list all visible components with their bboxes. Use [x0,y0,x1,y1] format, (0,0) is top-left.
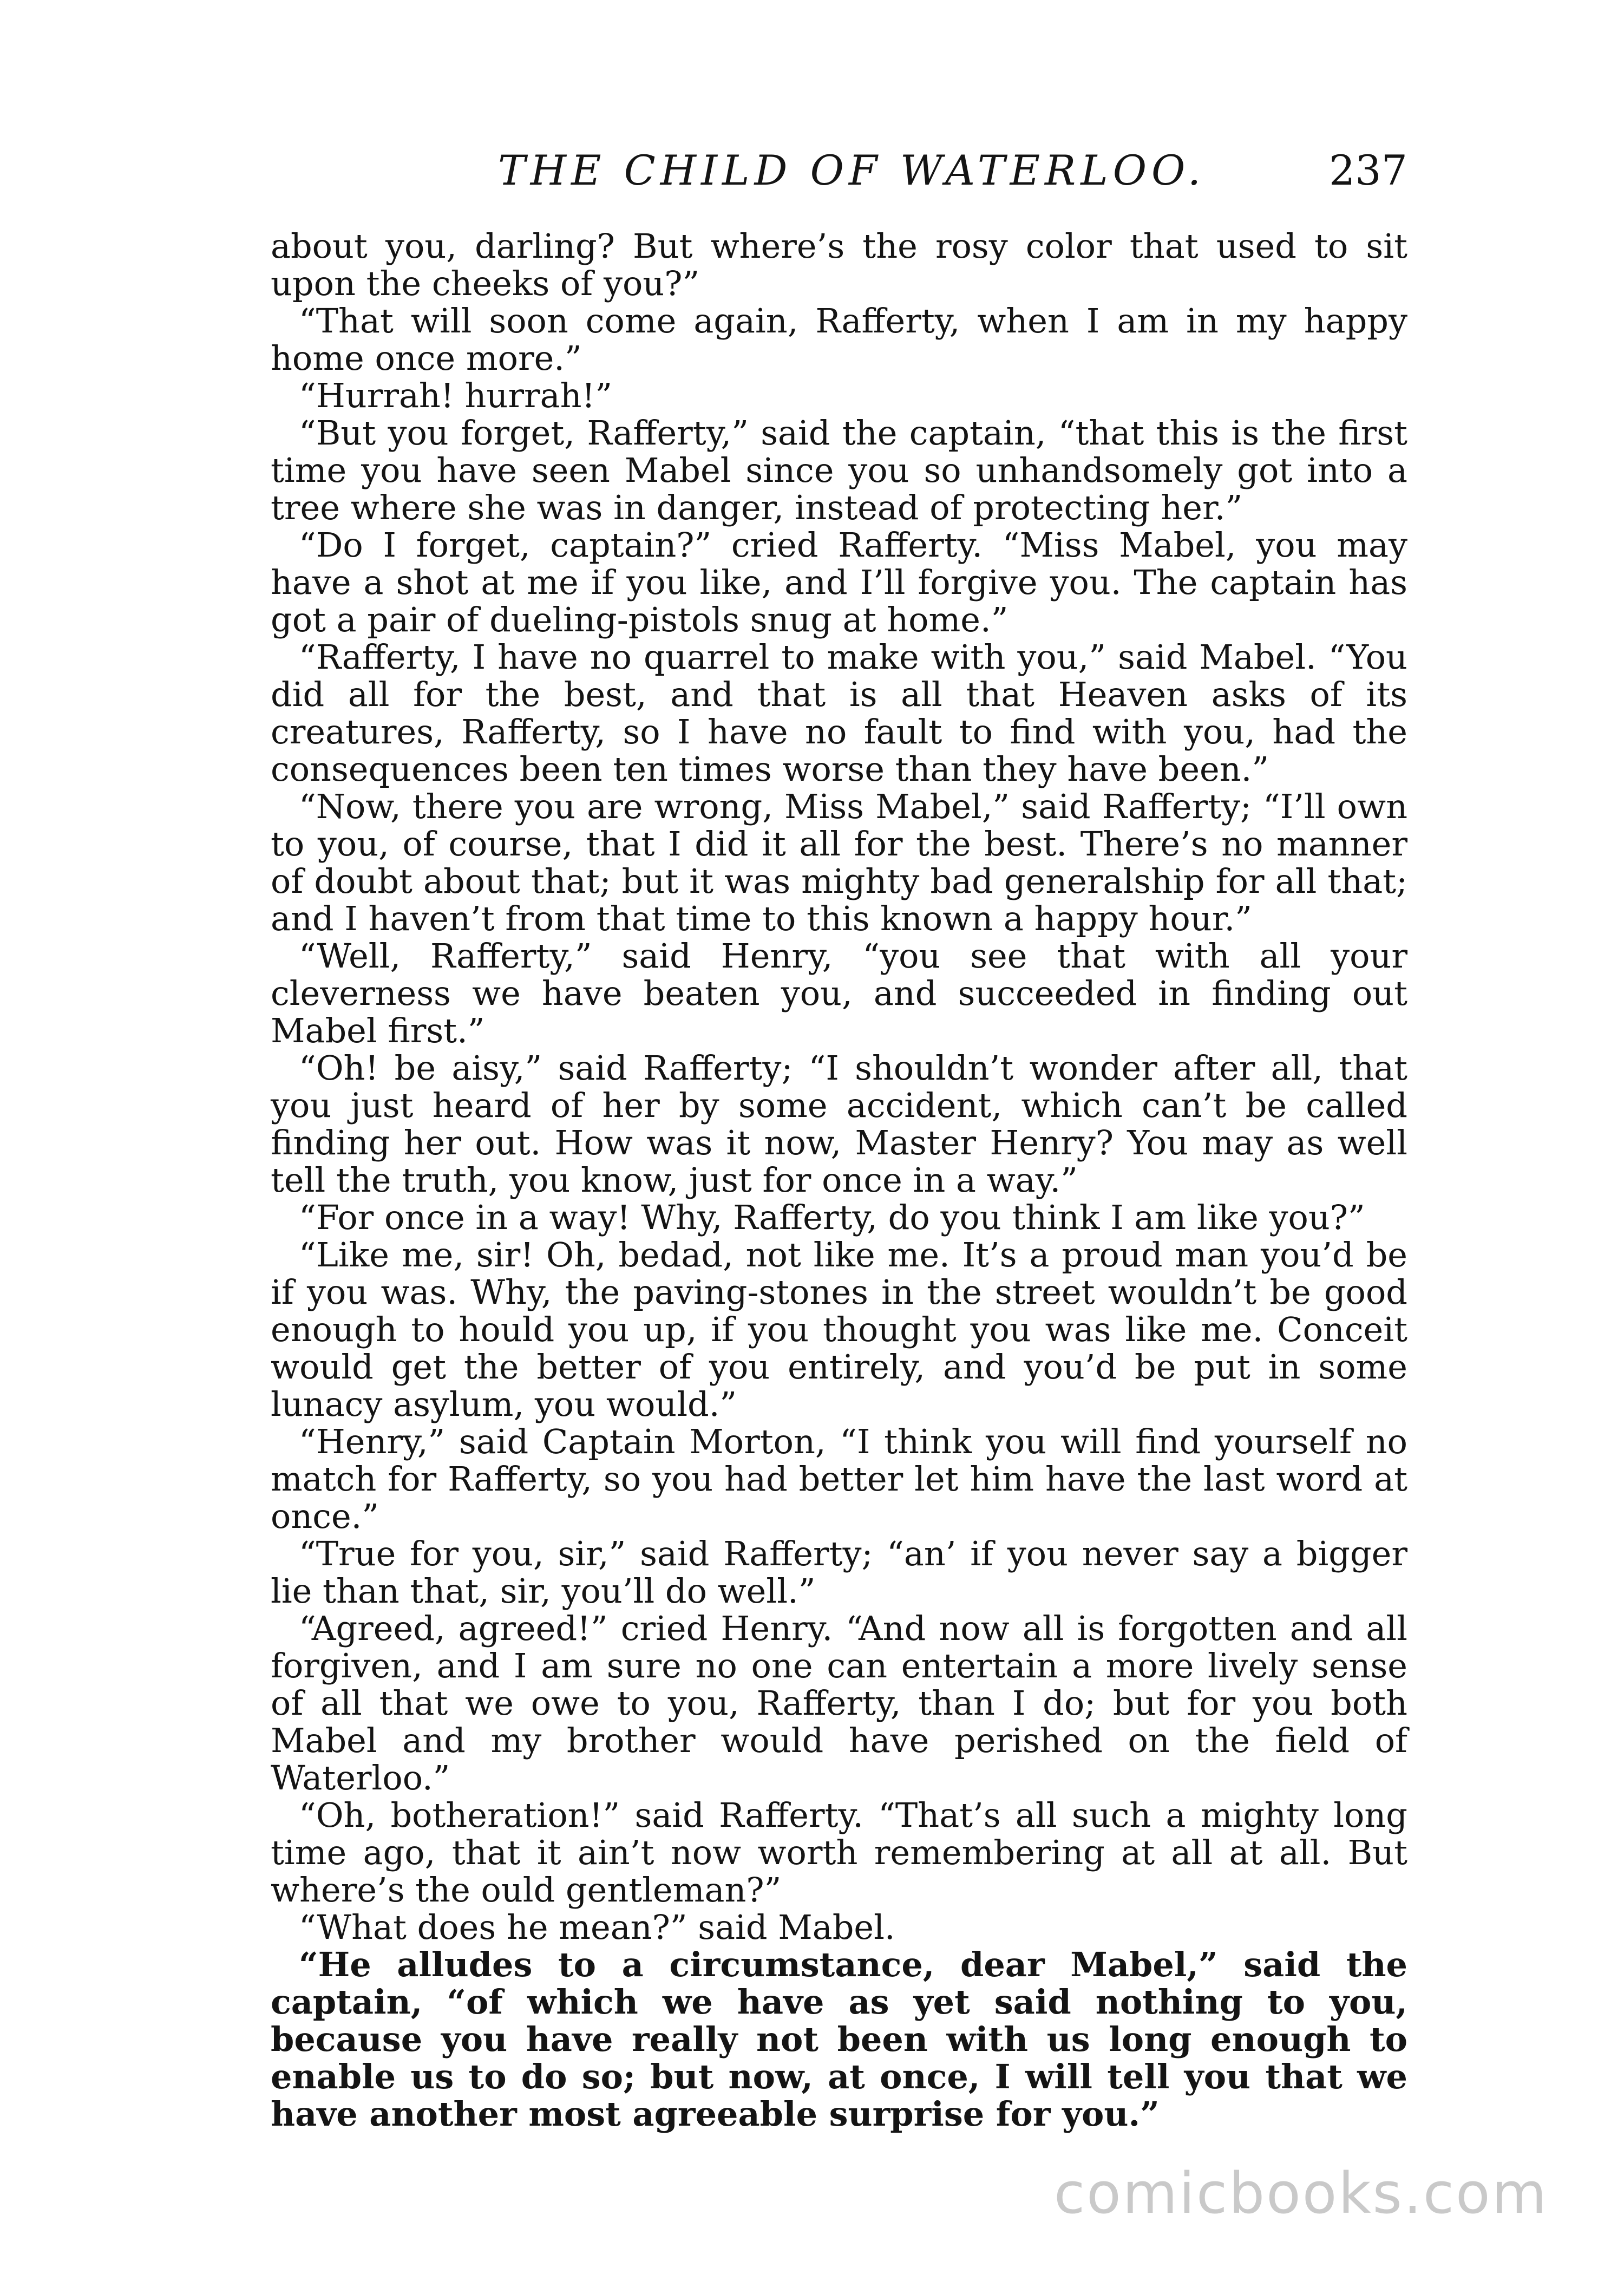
running-head: THE CHILD OF WATERLOO. [498,146,1206,194]
paragraph: “Henry,” said Captain Morton, “I think you will find yourself no match for Rafferty, so you had better let him have the last word at once.” [271,1422,1407,1536]
body-text [271,227,1407,2133]
paragraph: “Oh, botheration!” said Rafferty. “That’s all such a mighty long time ago, that it ain’t now worth remembering at all at all. But where’s the ould gentleman?” [271,1795,1407,1910]
paragraph: “Well, Rafferty,” said Henry, “you see that with all your cleverness we have beaten you, and succeeded in finding out Mabel first.” [271,936,1407,1050]
paragraph: “But you forget, Rafferty,” said the captain, “that this is the first time you have seen Mabel since you so unhandsomely got into a tree where she was in danger, instead of protecting her.” [271,413,1407,527]
paragraph: “That will soon come again, Rafferty, when I am in my happy home once more.” [271,301,1407,378]
paragraph: “Like me, sir! Oh, bedad, not like me. It’s a proud man you’d be if you was. Why, the paving-stones in the street wouldn’t be good enough to hould you up, if you thought you was like me. Conceit would get the better of you entirely, and you’d be put in some lunacy asylum, you would.” [271,1235,1407,1424]
page-number: 237 [1328,146,1407,194]
watermark: comicbooks.com [1053,2160,1548,2226]
paragraph: “What does he mean?” said Mabel. [299,1907,895,1947]
paragraph: “Hurrah! hurrah!” [299,376,613,415]
page-header [271,146,1407,206]
paragraph: “Agreed, agreed!” cried Henry. “And now all is forgotten and all forgiven, and I am sure no one can entertain a more lively sense of all that we owe to you, Rafferty, than I do; but for you both Mabel and my brother would have perished on the field of Waterloo.” [271,1609,1407,1798]
paragraph: “Rafferty, I have no quarrel to make with you,” said Mabel. “You did all for the best, and that is all that Heaven asks of its creatures, Rafferty, so I have no fault to find with you, had the consequences been ten times worse than they have been.” [271,637,1407,789]
paragraph: “Oh! be aisy,” said Rafferty; “I shouldn’t wonder after all, that you just heard of her by some accident, which can’t be called finding her out. How was it now, Master Henry? You may as well tell the truth, you know, just for once in a way.” [271,1048,1407,1200]
paragraph: “Do I forget, captain?” cried Rafferty. “Miss Mabel, you may have a shot at me if you like, and I’ll forgive you. The captain has got a pair of dueling-pistols snug at home.” [271,525,1407,639]
paragraph: “He alludes to a circumstance, dear Mabel,” said the captain, “of which we have as yet said nothing to you, because you have really not been with us long enough to enable us to do so; but now, at once, I will tell you that we have another most agreeable surprise for you.” [271,1945,1407,2134]
paragraph: “True for you, sir,” said Rafferty; “an’ if you never say a bigger lie than that, sir, you’ll do well.” [271,1534,1407,1611]
paragraph: “Now, there you are wrong, Miss Mabel,” said Rafferty; “I’ll own to you, of course, that I did it all for the best. There’s no manner of doubt about that; but it was mighty bad generalship for all that; and I haven’t from that time to this known a happy hour.” [271,787,1407,938]
paragraph: about you, darling? But where’s the rosy color that used to sit upon the cheeks of you?” [271,226,1407,303]
paragraph: “For once in a way! Why, Rafferty, do you think I am like you?” [299,1198,1365,1237]
